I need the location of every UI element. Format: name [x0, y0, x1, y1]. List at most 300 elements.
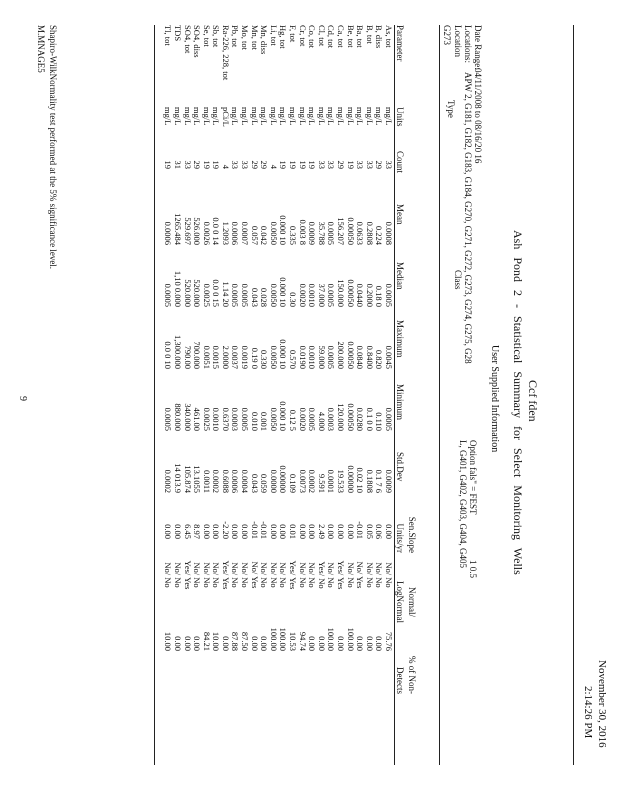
cell-maximum: 790.00: [182, 345, 193, 369]
col-count: Count: [395, 151, 405, 174]
cell-count: 33: [384, 160, 394, 169]
cell-normal-lognormal: No/ No: [297, 562, 308, 588]
cell-mean: 0.224: [374, 225, 385, 245]
cell-parameter: Hg, tot: [278, 25, 289, 49]
table-row: [326, 25, 336, 651]
page-number: 9: [17, 396, 28, 401]
cell-units: mg/L: [384, 107, 394, 126]
cell-count: 33: [182, 160, 193, 169]
table-row: [220, 25, 230, 651]
cell-normal-lognormal: Yes/ Yes: [182, 560, 193, 590]
cell-parameter: Sb, tot: [211, 25, 222, 48]
cell-count: 19: [345, 160, 356, 169]
location-type-header: Type: [446, 100, 456, 118]
cell-sen-slope: 0.00: [336, 524, 347, 539]
cell-parameter: Se, tot: [201, 25, 212, 47]
cell-median: 0.0005: [240, 283, 251, 307]
cell-maximum: 200.000: [336, 341, 347, 369]
cell-count: 4: [220, 164, 231, 169]
cell-std-dev: 0.00000: [278, 465, 289, 493]
cell-normal-lognormal: No/ No: [364, 562, 375, 588]
cell-parameter: Tl, tot: [163, 25, 174, 46]
cell-parameter: Mo, tot: [240, 25, 251, 51]
cell-maximum: 0.0190: [297, 345, 308, 369]
cell-mean: 1265.484: [172, 213, 183, 245]
cell-minimum: 0.0010: [211, 407, 222, 431]
cell-mean: 0.00050: [345, 217, 356, 245]
cell-parameter: As, tot: [384, 25, 394, 48]
cell-pct-non-detects: 0.00: [172, 636, 183, 651]
cell-count: 19: [163, 160, 174, 169]
cell-std-dev: 0.0011: [201, 469, 212, 493]
cell-sen-slope: 0.00: [326, 524, 337, 539]
cell-median: 0.18 0: [374, 285, 385, 307]
cell-sen-slope: 0.00: [345, 524, 356, 539]
col-maximum: Maximum: [395, 320, 405, 358]
cell-maximum: 0.0019: [240, 345, 251, 369]
cell-minimum: 0.110: [374, 412, 385, 431]
cell-units: mg/L: [364, 107, 375, 126]
table-row: [278, 25, 288, 651]
table-row: [297, 25, 307, 651]
cell-count: 19: [211, 160, 222, 169]
cell-pct-non-detects: 0.00: [220, 636, 231, 651]
cell-maximum: 0.00050: [345, 341, 356, 369]
cell-parameter: Cr, tot: [297, 25, 308, 47]
table-row: [259, 25, 269, 651]
cell-units: mg/L: [163, 107, 174, 126]
cell-median: 0.0440: [355, 283, 366, 307]
cell-median: 0.0020: [297, 283, 308, 307]
cell-mean: 0.003 8: [297, 219, 308, 245]
cell-mean: 0.0026: [201, 221, 212, 245]
cell-std-dev: 19.533: [336, 469, 347, 493]
cell-sen-slope: 0.00: [278, 524, 289, 539]
cell-normal-lognormal: No/ No: [345, 562, 356, 588]
cell-std-dev: 0.0073: [297, 469, 308, 493]
cell-units: mg/L: [211, 107, 222, 126]
cell-minimum: 0.0025: [201, 407, 212, 431]
cell-minimum: 0.6370: [220, 407, 231, 431]
cell-units: mg/L: [201, 107, 212, 126]
table-row: [268, 25, 278, 651]
cell-pct-non-detects: 0.00: [192, 636, 203, 651]
table-row: [355, 25, 365, 651]
table-row: [364, 25, 374, 651]
cell-maximum: 0.0051: [201, 345, 212, 369]
cell-std-dev: 13.1055: [192, 465, 203, 493]
cell-mean: 1.2093: [220, 221, 231, 245]
cell-sen-slope: 0.06: [374, 524, 385, 539]
cell-pct-non-detects: 0.00: [355, 636, 366, 651]
col-median: Median: [395, 262, 405, 290]
cell-mean: 0.0050: [268, 221, 279, 245]
meta-rule: [439, 25, 440, 765]
option-label: Option fals" = FEST: [468, 440, 478, 515]
cell-sen-slope: -2.20: [220, 521, 231, 539]
cell-median: 0.0005: [326, 283, 337, 307]
cell-median: 0.000 10: [278, 277, 289, 307]
cell-normal-lognormal: No/ No: [259, 562, 270, 588]
cell-normal-lognormal: No/ No: [374, 562, 385, 588]
cell-maximum: 0.0005: [326, 345, 337, 369]
cell-median: 520.000: [182, 279, 193, 307]
location-class-header: Class: [453, 270, 463, 290]
cell-minimum: 0.000 10: [278, 401, 289, 431]
cell-minimum: 4.000: [316, 411, 327, 431]
cell-parameter: B, tot: [364, 25, 375, 44]
cell-parameter: Ra-226, 228, tot: [220, 25, 231, 81]
cell-maximum: 0.19 0: [249, 347, 260, 369]
cell-std-dev: 0.0006: [230, 469, 241, 493]
cell-units: mg/L: [192, 107, 203, 126]
cell-normal-lognormal: No/ No: [201, 562, 212, 588]
cell-normal-lognormal: Yes/ No: [316, 561, 327, 589]
cell-units: mg/L: [230, 107, 241, 126]
statistics-table: [163, 25, 393, 651]
cell-count: 29: [374, 160, 385, 169]
table-row: [201, 25, 211, 651]
col-normal: Normal/ LogNormal: [395, 581, 417, 623]
cell-maximum: 59.000: [316, 345, 327, 369]
cell-mean: 0.0009: [307, 221, 318, 245]
cell-pct-non-detects: 100.00: [326, 627, 337, 651]
cell-std-dev: 0.0009: [384, 469, 394, 493]
cell-std-dev: 0.0002: [211, 469, 222, 493]
table-row: [307, 25, 317, 651]
extra-locations: L, G401, G402, G403, G404, G405: [458, 440, 468, 568]
col-units: Units: [395, 107, 405, 127]
cell-pct-non-detects: 10.00: [163, 631, 174, 651]
col-mean: Mean: [395, 204, 405, 225]
cell-parameter: Cl, tot: [316, 25, 327, 47]
cell-std-dev: 0.1808: [364, 469, 375, 493]
cell-std-dev: 14 013.9: [172, 463, 183, 493]
table-row: [172, 25, 182, 651]
report-subtitle: User Supplied Information: [489, 345, 500, 453]
cell-count: 19: [307, 160, 318, 169]
table-row: [211, 25, 221, 651]
cell-maximum: 0.0010: [307, 345, 318, 369]
table-row: [374, 25, 384, 651]
cell-normal-lognormal: No/ No: [307, 562, 318, 588]
cell-units: mg/L: [259, 107, 270, 126]
cell-mean: 0.0 0 14: [211, 217, 222, 245]
cell-sen-slope: 0.00: [230, 524, 241, 539]
cell-minimum: 0.0020: [297, 407, 308, 431]
cell-units: mg/L: [326, 107, 337, 126]
cell-std-dev: 0.02 10: [355, 467, 366, 493]
cell-normal-lognormal: No/ Yes: [355, 561, 366, 589]
cell-pct-non-detects: 0.00: [249, 636, 260, 651]
cell-sen-slope: 0.00: [297, 524, 308, 539]
table-row: [383, 25, 393, 651]
cell-mean: 0.000 10: [278, 215, 289, 245]
cell-count: 33: [364, 160, 375, 169]
cell-mean: 0.0005: [326, 221, 337, 245]
cell-minimum: 0.1 0 0: [364, 407, 375, 431]
cell-minimum: 340.000: [182, 403, 193, 431]
footnote-shapiro-wilk: Shapiro-WilkNormality test performed at the 5% significance level.: [48, 25, 58, 270]
cell-units: mg/L: [316, 107, 327, 126]
report-time: 2:14:26 PM: [582, 686, 594, 739]
cell-count: 19: [201, 160, 212, 169]
cell-parameter: SO4, diss: [192, 25, 203, 58]
cell-maximum: 2.0000: [220, 345, 231, 369]
cell-normal-lognormal: No/ No: [192, 562, 203, 588]
cell-pct-non-detects: 87.50: [240, 631, 251, 651]
cell-units: mg/L: [182, 107, 193, 126]
cell-parameter: B, diss: [374, 25, 385, 49]
cell-parameter: Be, tot: [345, 25, 356, 48]
cell-median: 0.028: [259, 287, 270, 307]
col-non-detects: % of Non-Detects: [395, 656, 417, 694]
cell-mean: 529.697: [182, 217, 193, 245]
cell-std-dev: 0.0002: [163, 469, 174, 493]
cell-count: 19: [288, 160, 299, 169]
cell-median: 0.0005: [230, 283, 241, 307]
cell-pct-non-detects: 0.00: [307, 636, 318, 651]
cell-normal-lognormal: No/ No: [230, 562, 241, 588]
cell-sen-slope: 0.00: [163, 524, 174, 539]
cell-count: 29: [192, 160, 203, 169]
cell-minimum: 880.000: [172, 403, 183, 431]
cell-sen-slope: 0.00: [201, 524, 212, 539]
cell-parameter: Ca, tot: [336, 25, 347, 48]
date-range-value: 04/11/2008 to 08/16/20 16: [473, 68, 483, 164]
cell-units: mg/L: [355, 107, 366, 126]
cell-median: 1,10 0.000: [172, 270, 183, 307]
cell-normal-lognormal: No/ Yes: [249, 561, 260, 589]
cell-normal-lognormal: Yes/ Yes: [288, 560, 299, 590]
cell-median: 150.000: [336, 279, 347, 307]
cell-std-dev: 0.6088: [220, 469, 231, 493]
cell-std-dev: 0.0002: [307, 469, 318, 493]
cell-mean: 0.0006: [230, 221, 241, 245]
cell-sen-slope: 0.01: [288, 524, 299, 539]
cell-count: 33: [316, 160, 327, 169]
cell-std-dev: 0.0000: [268, 469, 279, 493]
cell-sen-slope: 8.97: [192, 524, 203, 539]
cell-normal-lognormal: No/ No: [278, 562, 289, 588]
cell-pct-non-detects: 0.00: [374, 636, 385, 651]
cell-sen-slope: 0.00: [211, 524, 222, 539]
cell-units: mg/L: [288, 107, 299, 126]
cell-pct-non-detects: 0.00: [316, 636, 327, 651]
cell-units: mg/L: [297, 107, 308, 126]
col-stddev: Std.Dev: [395, 452, 405, 482]
cell-maximum: 0.820: [374, 349, 385, 369]
cell-count: 33: [355, 160, 366, 169]
cell-std-dev: 0.00000: [345, 465, 356, 493]
cell-normal-lognormal: No/ No: [211, 562, 222, 588]
cell-sen-slope: 0.00: [384, 524, 394, 539]
cell-maximum: 0.570: [288, 349, 299, 369]
cell-count: 19: [278, 160, 289, 169]
cell-pct-non-detects: 100.00: [345, 627, 356, 651]
table-row: [316, 25, 326, 651]
cell-count: 4: [268, 164, 279, 169]
cell-std-dev: 9.591: [316, 473, 327, 493]
cell-maximum: 0.000 10: [278, 339, 289, 369]
cell-count: 33: [326, 160, 337, 169]
cell-count: 33: [240, 160, 251, 169]
cell-units: mg/L: [268, 107, 279, 126]
cell-maximum: 0.0015: [211, 345, 222, 369]
table-row: [240, 25, 250, 651]
cell-normal-lognormal: Yes/ Yes: [220, 560, 231, 590]
table-row: [182, 25, 192, 651]
cell-median: 0.00050: [345, 279, 356, 307]
cell-median: 0.30: [288, 292, 299, 307]
cell-std-dev: 0.0001: [326, 469, 337, 493]
cell-pct-non-detects: 10.00: [211, 631, 222, 651]
date-range-label: Date Range:: [473, 25, 483, 70]
table-row: [249, 25, 259, 651]
cell-mean: 35.788: [316, 221, 327, 245]
cell-units: mg/L: [336, 107, 347, 126]
cell-normal-lognormal: No/ No: [163, 562, 174, 588]
table-row: [345, 25, 355, 651]
cell-sen-slope: 0.00: [307, 524, 318, 539]
col-parameter: Parameter: [395, 25, 405, 62]
locations-value: APW 2, G181, G182, G183, G184, G270, G271, G272, G273, G274, G275, G28: [463, 72, 473, 364]
cell-units: mg/L: [345, 107, 356, 126]
cell-parameter: Mn, diss: [259, 25, 270, 55]
cell-std-dev: 0.1 7 6: [374, 469, 385, 493]
cell-minimum: 0.001: [259, 411, 270, 431]
cell-maximum: 0.330: [259, 349, 270, 369]
cell-mean: 0.335: [288, 225, 299, 245]
cell-minimum: 0.0005: [307, 407, 318, 431]
cell-pct-non-detects: 10.53: [288, 631, 299, 651]
cell-units: mg/L: [278, 107, 289, 126]
cell-normal-lognormal: Yes/ Yes: [336, 560, 347, 590]
cell-sen-slope: 6.45: [182, 524, 193, 539]
cell-parameter: Co, tot: [307, 25, 318, 49]
cell-sen-slope: 2.49: [316, 524, 327, 539]
cell-normal-lognormal: No/ No: [268, 562, 279, 588]
cell-maximum: 0.0037: [230, 345, 241, 369]
report-title-line2: Ash Pond 2 - Statistical Summary for Select Monitoring Wells: [511, 230, 525, 575]
cell-std-dev: 105.874: [182, 465, 193, 493]
location-label: Location: [453, 25, 463, 57]
cell-units: mg/L: [172, 107, 183, 126]
cell-median: 0.0050: [268, 283, 279, 307]
cell-pct-non-detects: 94.74: [297, 631, 308, 651]
cell-count: 31: [172, 160, 183, 169]
cell-maximum: 0.0840: [355, 345, 366, 369]
cell-median: 0.0005: [163, 283, 174, 307]
cell-pct-non-detects: 0.00: [336, 636, 347, 651]
cell-minimum: 461.00: [192, 407, 203, 431]
cell-units: mg/L: [374, 107, 385, 126]
cell-median: 0.0005: [384, 283, 394, 307]
cell-median: 520.000: [192, 279, 203, 307]
cell-mean: 0.057: [249, 225, 260, 245]
cell-mean: 0.2808: [364, 221, 375, 245]
cell-count: 33: [230, 160, 241, 169]
cell-sen-slope: -0.01: [355, 521, 366, 539]
cell-normal-lognormal: No/ No: [326, 562, 337, 588]
cell-maximum: 700.000: [192, 341, 203, 369]
cell-maximum: 0.0050: [268, 345, 279, 369]
report-title-line1: Ccf fden: [526, 380, 540, 422]
cell-sen-slope: 0.05: [364, 524, 375, 539]
cell-std-dev: 0.109: [288, 473, 299, 493]
cell-median: 0.0 0 15: [211, 279, 222, 307]
cell-maximum: 0.8400: [364, 345, 375, 369]
cell-minimum: 0.0005: [240, 407, 251, 431]
cell-parameter: Pb, tot: [230, 25, 241, 48]
cell-maximum: 1,300.000: [172, 335, 183, 369]
cell-mean: 156.207: [336, 217, 347, 245]
cell-sen-slope: 0.00: [268, 524, 279, 539]
cell-std-dev: 0.0004: [240, 469, 251, 493]
cell-mean: 0.0008: [384, 221, 394, 245]
cell-units: mg/L: [249, 107, 260, 126]
cell-mean: 0.0006: [163, 221, 174, 245]
cell-units: pCi/L: [220, 107, 231, 127]
cell-std-dev: 0.059: [259, 473, 270, 493]
cell-mean: 0.0633: [355, 221, 366, 245]
cell-pct-non-detects: 100.00: [278, 627, 289, 651]
cell-sen-slope: 0.00: [240, 524, 251, 539]
table-row: [163, 25, 173, 651]
table-row: [335, 25, 345, 651]
bottom-rule: [154, 25, 155, 765]
cell-maximum: 0.0 0 10: [163, 341, 174, 369]
cell-sen-slope: 0.00: [172, 524, 183, 539]
cell-parameter: SO4, tot: [182, 25, 193, 54]
cell-minimum: 120.000: [336, 403, 347, 431]
cell-parameter: Ba, tot: [355, 25, 366, 48]
cell-units: mg/L: [307, 107, 318, 126]
cell-minimum: 0.0005: [163, 407, 174, 431]
top-rule: [573, 25, 574, 765]
cell-pct-non-detects: 0.00: [259, 636, 270, 651]
cell-count: 19: [297, 160, 308, 169]
cell-units: mg/L: [240, 107, 251, 126]
report-date: November 30, 2016: [596, 660, 608, 748]
table-row: [192, 25, 202, 651]
cell-minimum: 0.00050: [345, 403, 356, 431]
cell-mean: 0.042: [259, 225, 270, 245]
cell-parameter: Mn, tot: [249, 25, 260, 51]
cell-minimum: 0.0005: [384, 407, 394, 431]
cell-pct-non-detects: 75.76: [384, 631, 394, 651]
cell-sen-slope: -0.01: [249, 521, 260, 539]
cell-minimum: 0.12 5: [288, 409, 299, 431]
cell-std-dev: 0.043: [249, 473, 260, 493]
locations-label: Locations:: [463, 25, 473, 63]
cell-minimum: 0.0003: [326, 407, 337, 431]
footnote-code: M.MNAGE5: [36, 25, 46, 73]
cell-maximum: 0.0045: [384, 345, 394, 369]
cell-median: 0.2000: [364, 283, 375, 307]
cell-pct-non-detects: 0.00: [182, 636, 193, 651]
cell-median: 0.043: [249, 287, 260, 307]
cell-pct-non-detects: 0.00: [364, 636, 375, 651]
cell-parameter: Cd, tot: [326, 25, 337, 49]
cell-median: 0.0025: [201, 283, 212, 307]
location-code: G273: [442, 25, 452, 45]
cell-minimum: 0.0050: [268, 407, 279, 431]
cell-median: 1.14 20: [220, 281, 231, 307]
cell-parameter: Li, tot: [268, 25, 279, 46]
cell-minimum: 0.0280: [355, 407, 366, 431]
cell-mean: 0.0007: [240, 221, 251, 245]
